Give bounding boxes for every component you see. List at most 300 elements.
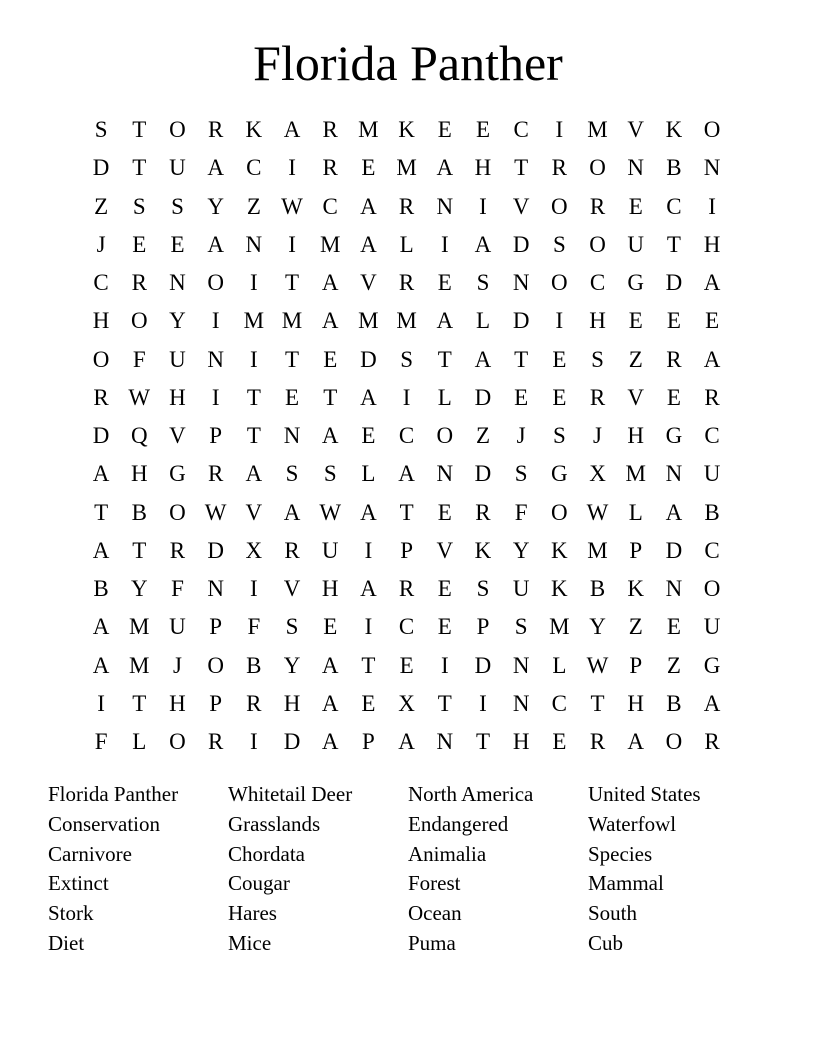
grid-row (82, 379, 732, 417)
grid-letter: O (207, 270, 224, 295)
grid-letter: U (512, 576, 530, 601)
grid-letter: A (321, 270, 339, 295)
grid-letter: U (169, 346, 186, 372)
word-list-item: Extinct (48, 871, 109, 896)
grid-letter: H (169, 690, 186, 716)
grid-letter: N (436, 193, 454, 219)
grid-letter: M (587, 117, 608, 142)
grid-letter: E (132, 231, 147, 257)
grid-letter: D (474, 652, 492, 678)
grid-letter: A (627, 729, 645, 754)
grid-letter: U (321, 537, 339, 563)
grid-row (82, 417, 732, 455)
grid-letter: C (322, 193, 338, 219)
grid-letter: P (476, 614, 490, 640)
word-list-item: Stork (48, 901, 94, 926)
grid-letter: V (436, 537, 454, 563)
grid-letter: H (703, 231, 721, 257)
grid-letter: B (589, 576, 606, 601)
word-list-item: Conservation (48, 811, 160, 836)
grid-row (82, 494, 732, 532)
grid-letter: B (666, 155, 682, 181)
grid-row (82, 570, 732, 608)
grid-letter: I (250, 346, 258, 372)
grid-letter: H (169, 384, 186, 410)
grid-letter: T (246, 423, 261, 448)
grid-letter: T (514, 155, 529, 181)
grid-letter: A (360, 576, 377, 601)
grid-letter: R (704, 384, 720, 410)
grid-letter: R (169, 537, 186, 563)
grid-letter: O (551, 270, 568, 295)
word-list-item: Mice (228, 930, 272, 955)
grid-letter: R (322, 155, 338, 181)
word-list-item: Endangered (408, 811, 509, 836)
grid-letter: A (92, 652, 110, 678)
grid-letter: I (97, 690, 105, 716)
grid-letter: E (666, 614, 681, 640)
grid-letter: T (666, 231, 681, 257)
grid-letter: Z (666, 652, 681, 678)
grid-letter: N (207, 576, 224, 601)
grid-letter: T (514, 346, 529, 372)
grid-letter: W (319, 499, 342, 525)
grid-letter: H (92, 308, 110, 334)
grid-letter: T (94, 499, 109, 525)
grid-letter: P (629, 652, 643, 678)
grid-letter: K (551, 576, 568, 601)
grid-letter: W (586, 499, 609, 525)
grid-letter: O (207, 652, 224, 678)
grid-letter: A (283, 117, 301, 142)
grid-letter: R (131, 270, 147, 295)
grid-letter: A (321, 652, 339, 678)
grid-letter: M (549, 614, 570, 640)
grid-letter: Z (94, 193, 109, 219)
grid-letter: N (512, 690, 530, 716)
grid-letter: T (323, 384, 338, 410)
grid-letter: N (245, 231, 263, 257)
grid-letter: E (705, 308, 720, 334)
grid-letter: K (474, 537, 492, 563)
grid-letter: X (589, 461, 606, 487)
grid-letter: R (666, 346, 682, 372)
grid-letter: W (204, 499, 227, 525)
grid-row (82, 226, 732, 264)
grid-letter: A (360, 384, 377, 410)
grid-letter: C (551, 690, 568, 716)
grid-letter: N (436, 729, 454, 754)
grid-letter: S (552, 231, 566, 257)
grid-letter: P (629, 537, 643, 563)
grid-row (82, 723, 732, 761)
grid-row (82, 532, 732, 570)
grid-letter: T (475, 729, 490, 754)
grid-letter: U (169, 155, 186, 181)
grid-letter: M (587, 537, 608, 563)
word-list-item: Grasslands (228, 811, 321, 836)
grid-letter: D (92, 423, 110, 448)
grid-letter: V (360, 270, 377, 295)
page-title: Florida Panther (253, 35, 563, 91)
grid-letter: A (665, 499, 683, 525)
grid-letter: S (400, 346, 413, 372)
grid-letter: H (474, 155, 492, 181)
grid-letter: L (628, 499, 643, 525)
grid-letter: E (399, 652, 414, 678)
grid-letter: D (665, 537, 683, 563)
grid-letter: S (552, 423, 566, 448)
grid-letter: I (250, 270, 258, 295)
grid-letter: S (323, 461, 337, 487)
grid-letter: A (207, 231, 224, 257)
grid-letter: K (665, 117, 683, 142)
grid-letter: A (92, 461, 110, 487)
grid-letter: T (399, 499, 414, 525)
grid-letter: W (281, 193, 303, 219)
grid-letter: O (551, 193, 568, 219)
grid-letter: N (627, 155, 645, 181)
grid-letter: E (552, 346, 567, 372)
grid-letter: E (170, 231, 185, 257)
grid-letter: T (590, 690, 605, 716)
grid-letter: I (479, 690, 487, 716)
grid-letter: T (132, 690, 147, 716)
grid-letter: G (665, 423, 683, 448)
grid-letter: X (245, 537, 263, 563)
grid-letter: V (283, 576, 301, 601)
grid-letter: E (628, 193, 643, 219)
grid-letter: B (131, 499, 147, 525)
grid-letter: L (475, 308, 490, 334)
letter-grid (82, 111, 732, 761)
grid-letter: E (666, 308, 681, 334)
grid-letter: L (552, 652, 567, 678)
grid-letter: M (396, 155, 417, 181)
grid-letter: E (628, 308, 643, 334)
grid-letter: I (364, 537, 373, 563)
grid-letter: I (250, 729, 258, 754)
grid-letter: N (665, 576, 683, 601)
grid-row (82, 111, 732, 149)
word-list-item: Mammal (588, 871, 664, 896)
grid-letter: N (207, 346, 224, 372)
grid-letter: A (474, 231, 492, 257)
grid-letter: Y (283, 652, 301, 678)
grid-letter: C (246, 155, 262, 181)
grid-letter: I (288, 231, 296, 257)
grid-letter: N (512, 270, 530, 295)
grid-letter: D (360, 346, 377, 372)
grid-letter: J (593, 423, 602, 448)
grid-letter: D (92, 155, 110, 181)
grid-letter: G (551, 461, 568, 487)
grid-letter: R (246, 690, 262, 716)
grid-letter: M (358, 308, 379, 334)
grid-letter: P (209, 614, 223, 640)
grid-letter: I (364, 614, 373, 640)
word-list-item: North America (408, 782, 534, 806)
grid-letter: C (398, 614, 415, 640)
grid-letter: F (247, 614, 261, 640)
grid-letter: S (476, 270, 490, 295)
grid-letter: E (514, 384, 529, 410)
grid-letter: R (398, 576, 415, 601)
grid-letter: R (207, 729, 224, 754)
word-list-item: Diet (48, 930, 85, 955)
word-list-item: Waterfowl (588, 811, 677, 836)
grid-letter: I (402, 384, 411, 410)
grid-letter: E (666, 384, 681, 410)
word-list-item: Animalia (408, 841, 487, 866)
grid-letter: U (703, 461, 721, 487)
grid-letter: E (437, 576, 452, 601)
grid-row (82, 608, 732, 646)
grid-letter: M (358, 117, 379, 142)
grid-letter: M (129, 652, 150, 678)
grid-letter: A (703, 270, 721, 295)
grid-letter: I (288, 155, 296, 181)
grid-letter: A (360, 499, 377, 525)
grid-row (82, 341, 732, 379)
grid-letter: A (321, 690, 339, 716)
grid-letter: L (399, 231, 414, 257)
grid-letter: N (512, 652, 530, 678)
grid-letter: V (169, 423, 186, 448)
grid-letter: K (398, 117, 415, 142)
grid-letter: Y (589, 614, 606, 640)
grid-letter: R (475, 499, 491, 525)
grid-letter: I (555, 117, 564, 142)
word-list-item: Cougar (228, 871, 290, 896)
grid-letter: H (627, 690, 645, 716)
grid-letter: H (321, 576, 339, 601)
grid-letter: D (512, 231, 530, 257)
grid-letter: B (93, 576, 109, 601)
grid-letter: A (92, 537, 110, 563)
grid-row (82, 455, 732, 493)
grid-letter: Z (628, 346, 643, 372)
grid-letter: K (627, 576, 645, 601)
grid-letter: L (437, 384, 452, 410)
grid-letter: M (281, 308, 303, 334)
grid-letter: S (285, 461, 299, 487)
grid-letter: I (555, 308, 564, 334)
word-list-item: Forest (408, 871, 461, 896)
grid-letter: C (704, 537, 720, 563)
grid-letter: S (285, 614, 299, 640)
grid-letter: O (436, 423, 454, 448)
grid-row (82, 188, 732, 226)
grid-row (82, 685, 732, 723)
grid-letter: P (362, 729, 375, 754)
grid-letter: S (476, 576, 490, 601)
grid-letter: T (437, 346, 452, 372)
grid-letter: C (704, 423, 720, 448)
grid-letter: Z (475, 423, 490, 448)
word-list-item: Cub (588, 930, 624, 955)
grid-letter: H (283, 690, 301, 716)
grid-letter: F (514, 499, 528, 525)
grid-letter: V (627, 117, 645, 142)
grid-letter: O (703, 117, 721, 142)
grid-letter: O (665, 729, 683, 754)
grid-letter: O (589, 155, 606, 181)
grid-letter: S (94, 117, 108, 142)
grid-letter: K (245, 117, 263, 142)
grid-letter: N (169, 270, 186, 295)
grid-letter: E (323, 614, 338, 640)
grid-letter: L (361, 461, 376, 487)
grid-letter: A (92, 614, 110, 640)
grid-letter: E (361, 423, 376, 448)
word-list-item: Whitetail Deer (228, 782, 353, 806)
grid-letter: R (589, 193, 606, 219)
word-list-item: United States (588, 782, 701, 806)
grid-letter: O (169, 729, 186, 754)
grid-letter: M (625, 461, 646, 487)
word-list-item: Chordata (228, 841, 305, 866)
grid-letter: G (627, 270, 645, 295)
grid-letter: O (589, 231, 606, 257)
grid-letter: R (398, 193, 415, 219)
grid-letter: P (400, 537, 413, 563)
grid-row (82, 264, 732, 302)
grid-letter: A (703, 346, 721, 372)
grid-letter: O (551, 499, 568, 525)
grid-letter: S (171, 193, 184, 219)
grid-letter: A (360, 231, 377, 257)
grid-letter: R (207, 117, 224, 142)
grid-letter: A (436, 308, 454, 334)
grid-letter: A (321, 729, 339, 754)
grid-letter: A (245, 461, 263, 487)
grid-letter: N (436, 461, 454, 487)
grid-letter: A (474, 346, 492, 372)
grid-letter: P (209, 690, 223, 716)
grid-letter: O (169, 499, 186, 525)
grid-letter: O (703, 576, 721, 601)
grid-letter: H (589, 308, 606, 334)
grid-letter: N (703, 155, 721, 181)
grid-letter: L (132, 729, 147, 754)
grid-letter: N (665, 461, 683, 487)
grid-letter: P (209, 423, 223, 448)
grid-letter: T (285, 346, 300, 372)
grid-letter: V (512, 193, 530, 219)
grid-letter: B (666, 690, 682, 716)
grid-letter: O (130, 308, 148, 334)
grid-letter: T (246, 384, 261, 410)
grid-letter: W (128, 384, 151, 410)
grid-letter: S (132, 193, 146, 219)
grid-letter: Y (169, 308, 186, 334)
grid-letter: E (437, 270, 452, 295)
grid-letter: R (322, 117, 338, 142)
grid-letter: T (132, 155, 147, 181)
grid-letter: G (169, 461, 186, 487)
word-list-item: Ocean (408, 901, 462, 926)
grid-letter: E (437, 614, 452, 640)
grid-letter: R (551, 155, 568, 181)
grid-letter: S (591, 346, 604, 372)
grid-letter: M (243, 308, 265, 334)
grid-row (82, 149, 732, 187)
grid-letter: S (514, 461, 528, 487)
grid-letter: C (398, 423, 415, 448)
grid-letter: R (207, 461, 224, 487)
grid-letter: V (245, 499, 263, 525)
grid-letter: M (396, 308, 417, 334)
grid-letter: O (92, 346, 110, 372)
grid-letter: S (514, 614, 528, 640)
grid-letter: T (437, 690, 452, 716)
grid-letter: D (207, 537, 224, 563)
grid-letter: A (703, 690, 721, 716)
grid-letter: V (627, 384, 645, 410)
grid-letter: E (361, 690, 376, 716)
grid-letter: I (211, 384, 220, 410)
grid-letter: M (129, 614, 150, 640)
grid-letter: A (398, 729, 415, 754)
word-list-item: Florida Panther (48, 782, 179, 806)
grid-letter: U (703, 614, 721, 640)
grid-letter: R (398, 270, 415, 295)
grid-letter: R (93, 384, 109, 410)
word-list-item: Hares (228, 901, 277, 926)
grid-letter: J (96, 231, 106, 257)
grid-letter: E (437, 117, 452, 142)
grid-letter: Y (512, 537, 530, 563)
grid-letter: R (284, 537, 300, 563)
word-list-item: South (588, 901, 638, 926)
grid-letter: F (171, 576, 184, 601)
grid-letter: W (586, 652, 609, 678)
grid-letter: D (474, 384, 492, 410)
grid-letter: N (283, 423, 301, 448)
grid-letter: J (516, 423, 526, 448)
grid-letter: R (589, 384, 606, 410)
grid-row (82, 647, 732, 685)
grid-letter: E (437, 499, 452, 525)
grid-letter: T (132, 117, 147, 142)
grid-letter: A (283, 499, 301, 525)
grid-letter: D (283, 729, 301, 754)
grid-letter: A (321, 423, 339, 448)
grid-letter: Q (130, 423, 148, 448)
grid-letter: E (552, 729, 567, 754)
word-list-item: Species (588, 841, 653, 866)
grid-letter: C (513, 117, 529, 142)
grid-letter: R (589, 729, 606, 754)
grid-letter: D (665, 270, 683, 295)
grid-letter: I (250, 576, 258, 601)
grid-letter: H (512, 729, 530, 754)
grid-letter: I (479, 193, 487, 219)
grid-letter: X (398, 690, 415, 716)
grid-letter: C (666, 193, 682, 219)
grid-letter: Z (628, 614, 643, 640)
grid-letter: M (319, 231, 341, 257)
grid-letter: E (323, 346, 338, 372)
grid-letter: T (132, 537, 147, 563)
grid-letter: G (703, 652, 721, 678)
grid-letter: I (708, 193, 716, 219)
grid-letter: C (93, 270, 109, 295)
grid-letter: R (704, 729, 720, 754)
grid-letter: I (440, 652, 449, 678)
grid-letter: F (94, 729, 108, 754)
